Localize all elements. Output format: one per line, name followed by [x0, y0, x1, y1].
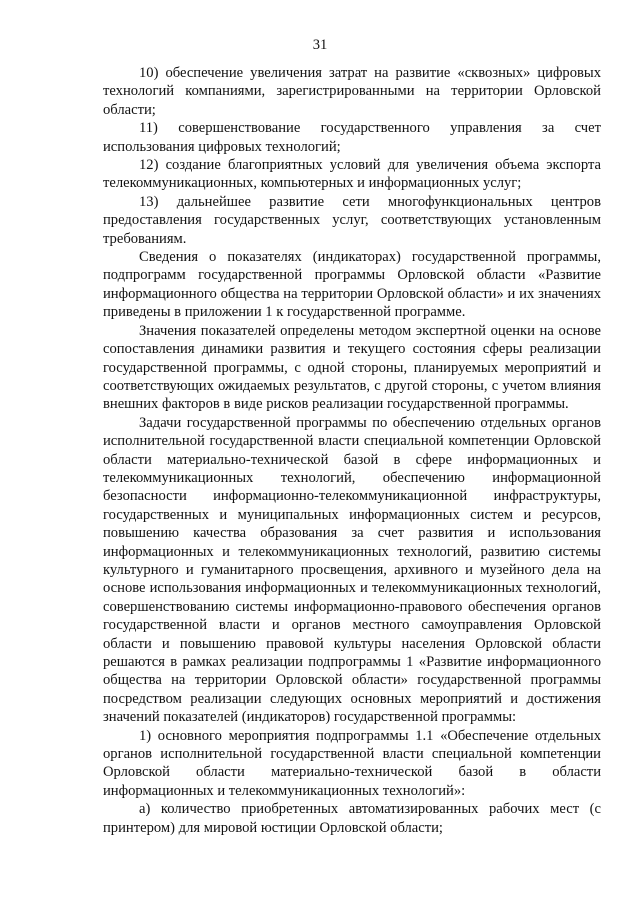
paragraph-indicator-values: Значения показателей определены методом экспертной оценки на основе сопоставления динамики развития и текущего состояния сферы реализации государственной программы, с одной стороны, планируемых мероприятий и соответствующих ожидаемых результатов, с другой стороны, с учетом влияния внешних факторов в виде рисков реализации государственной программы.	[103, 322, 601, 413]
page-number: 31	[312, 37, 328, 53]
paragraph-item-11: 11) совершенствование государственного управления за счет использования цифровых технологий;	[103, 120, 601, 155]
paragraph-subitem-a: а) количество приобретенных автоматизированных рабочих мест (с принтером) для мировой юстиции Орловской области;	[103, 801, 601, 836]
paragraph-item-12: 12) создание благоприятных условий для увеличения объема экспорта телекоммуникационных, компьютерных и информационных услуг;	[103, 157, 601, 192]
document-body	[103, 64, 601, 837]
paragraph-indicators-info: Сведения о показателях (индикаторах) государственной программы, подпрограмм государственной программы Орловской области «Развитие информационного общества на территории Орловской области» и их значениях приведены в приложении 1 к государственной программе.	[103, 249, 601, 321]
paragraph-program-tasks: Задачи государственной программы по обеспечению отдельных органов исполнительной государственной власти специальной компетенции Орловской области материально-технической базой в сфере информационных и телекоммуникационных технологий, обеспечению информационной безопасности информационно-телекоммуникационной инфраструктуры, государственных и муниципальных информационных систем и ресурсов, повышению качества образования за счет развития и использования информационных и телекоммуникационных технологий, развитию системы культурного и гуманитарного просвещения, архивного и музейного дела на основе использования информационных и телекоммуникационных технологий, совершенствованию системы информационно-правового обеспечения органов государственной власти и органов местного самоуправления Орловской области и повышению правовой культуры населения Орловской области решаются в рамках реализации подпрограммы 1 «Развитие информационного общества на территории Орловской области» государственной программы посредством реализации следующих основных мероприятий и достижения значений показателей (индикаторов) государственной программы:	[103, 414, 601, 726]
paragraph-main-activity-1-1: 1) основного мероприятия подпрограммы 1.1 «Обеспечение отдельных органов исполнительной государственной власти специальной компетенции Орловской области материально-технической базой в области информационных и телекоммуникационных технологий»:	[103, 727, 601, 799]
paragraph-item-13: 13) дальнейшее развитие сети многофункциональных центров предоставления государственных услуг, соответствующих установленным требованиям.	[103, 193, 601, 247]
paragraph-item-10: 10) обеспечение увеличения затрат на развитие «сквозных» цифровых технологий компаниями, зарегистрированными на территории Орловской области;	[103, 65, 601, 118]
